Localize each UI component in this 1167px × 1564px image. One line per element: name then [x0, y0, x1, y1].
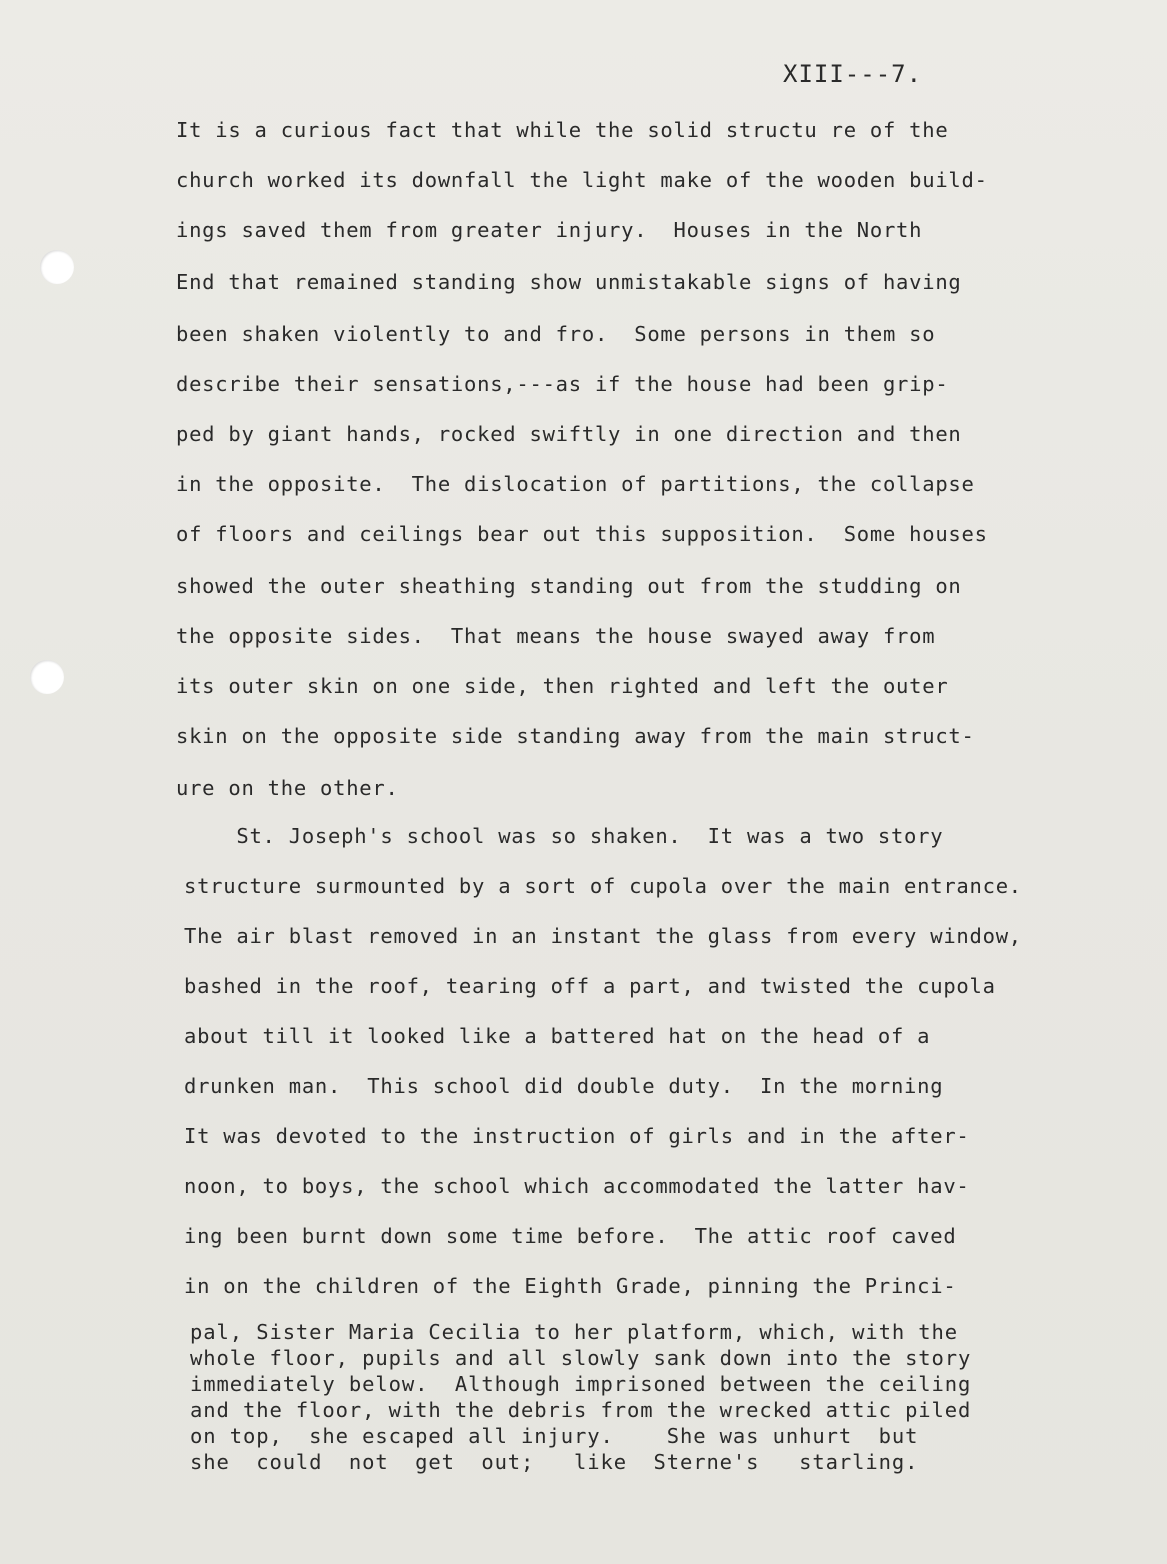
text-line: It is a curious fact that while the solid structu re of the [176, 118, 949, 142]
text-line: been shaken violently to and fro. Some persons in them so [176, 322, 936, 346]
text-line: skin on the opposite side standing away from the main struct- [176, 724, 975, 748]
text-line: and the floor, with the debris from the wrecked attic piled [190, 1398, 972, 1422]
text-line: showed the outer sheathing standing out from the studding on [176, 574, 962, 598]
text-line: about till it looked like a battered hat on the head of a [184, 1024, 931, 1048]
text-line: whole floor, pupils and all slowly sank down into the story [190, 1346, 972, 1370]
text-line: noon, to boys, the school which accommodated the latter hav- [184, 1174, 970, 1198]
text-line: its outer skin on one side, then righted and left the outer [176, 674, 949, 698]
text-line: drunken man. This school did double duty. In the morning [184, 1074, 944, 1098]
text-line: in on the children of the Eighth Grade, pinning the Princi- [184, 1274, 957, 1298]
text-line: of floors and ceilings bear out this supposition. Some houses [176, 522, 988, 546]
text-line: the opposite sides. That means the house swayed away from [176, 624, 936, 648]
text-line: she could not get out; like Sterne's starling. [190, 1450, 919, 1474]
text-line: ped by giant hands, rocked swiftly in one direction and then [176, 422, 962, 446]
text-line: The air blast removed in an instant the glass from every window, [184, 924, 1022, 948]
text-line: ure on the other. [176, 776, 399, 800]
text-line: St. Joseph's school was so shaken. It was a two story [184, 824, 944, 848]
text-line: immediately below. Although imprisoned between the ceiling [190, 1372, 972, 1396]
punch-hole [30, 660, 64, 694]
text-line: ings saved them from greater injury. Houses in the North [176, 218, 923, 242]
text-line: pal, Sister Maria Cecilia to her platform, which, with the [190, 1320, 959, 1344]
text-line: bashed in the roof, tearing off a part, and twisted the cupola [184, 974, 996, 998]
text-line: on top, she escaped all injury. She was unhurt but [190, 1424, 919, 1448]
text-line: It was devoted to the instruction of girls and in the after- [184, 1124, 970, 1148]
text-line: in the opposite. The dislocation of partitions, the collapse [176, 472, 975, 496]
text-line: church worked its downfall the light make of the wooden build- [176, 168, 988, 192]
text-line: describe their sensations,---as if the house had been grip- [176, 372, 949, 396]
page-number: XIII---7. [783, 60, 923, 88]
text-line: ing been burnt down some time before. The attic roof caved [184, 1224, 957, 1248]
punch-hole [40, 250, 74, 284]
text-line: structure surmounted by a sort of cupola over the main entrance. [184, 874, 1022, 898]
text-line: End that remained standing show unmistakable signs of having [176, 270, 962, 294]
